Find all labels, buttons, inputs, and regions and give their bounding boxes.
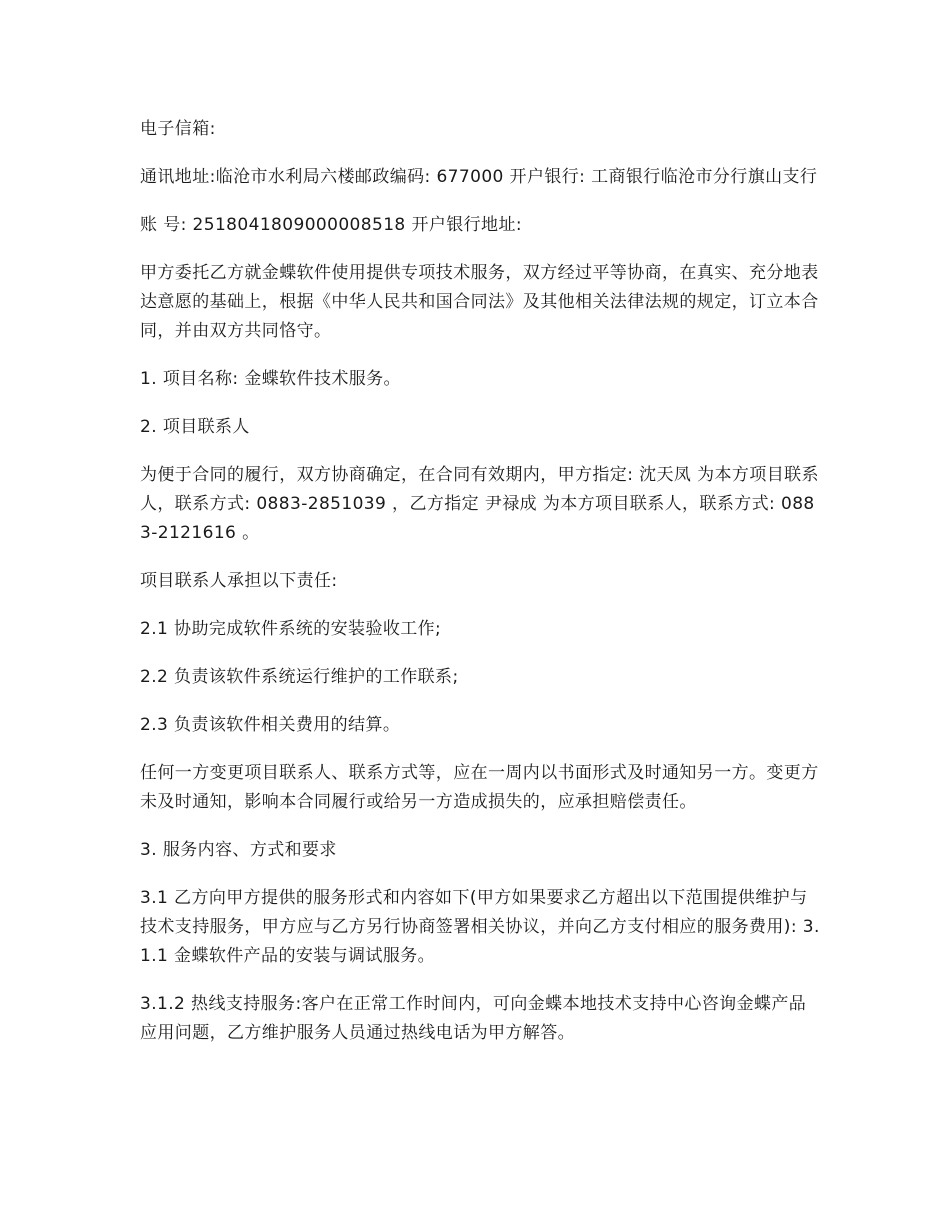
document-body [140,115,820,1067]
section-3-heading: 3. 服务内容、方式和要求 [140,840,337,860]
clause-2-2: 2.2 负责该软件系统运行维护的工作联系; [140,667,459,687]
email-line: 电子信箱: [140,119,216,139]
section-2-heading: 2. 项目联系人 [140,417,250,437]
change-notice-paragraph: 任何一方变更项目联系人、联系方式等，应在一周内以书面形式及时通知另一方。变更方未及时通知，影响本合同履行或给另一方造成损失的，应承担赔偿责任。 [140,763,819,812]
clause-3-1: 3.1 乙方向甲方提供的服务形式和内容如下(甲方如果要求乙方超出以下范围提供维护与技术支持服务，甲方应与乙方另行协商签署相关协议，并向乙方支付相应的服务费用): 3.1.1 金蝶软件产品的安装与调试服务。 [140,888,820,966]
preamble-paragraph: 甲方委托乙方就金蝶软件使用提供专项技术服务，双方经过平等协商，在真实、充分地表达意愿的基础上，根据《中华人民共和国合同法》及其他相关法律法规的规定，订立本合同，并由双方共同恪守。 [140,263,819,341]
account-line: 账 号: 2518041809000008518 开户银行地址: [140,215,522,235]
responsibilities-heading: 项目联系人承担以下责任: [140,571,338,591]
address-bank-line: 通讯地址:临沧市水利局六楼邮政编码: 677000 开户银行: 工商银行临沧市分行旗山支行 [140,167,818,187]
contact-persons-paragraph: 为便于合同的履行，双方协商确定，在合同有效期内，甲方指定: 沈天凤 为本方项目联系人，联系方式: 0883-2851039 ，乙方指定 尹禄成 为本方项目联系人，联系方式: 0883-2121616 。 [140,465,819,543]
section-1-project-name: 1. 项目名称: 金蝶软件技术服务。 [140,369,401,389]
clause-2-1: 2.1 协助完成软件系统的安装验收工作; [140,619,442,639]
clause-2-3: 2.3 负责该软件相关费用的结算。 [140,715,401,735]
clause-3-1-2: 3.1.2 热线支持服务:客户在正常工作时间内，可向金蝶本地技术支持中心咨询金蝶产品应用问题，乙方维护服务人员通过热线电话为甲方解答。 [140,994,807,1043]
